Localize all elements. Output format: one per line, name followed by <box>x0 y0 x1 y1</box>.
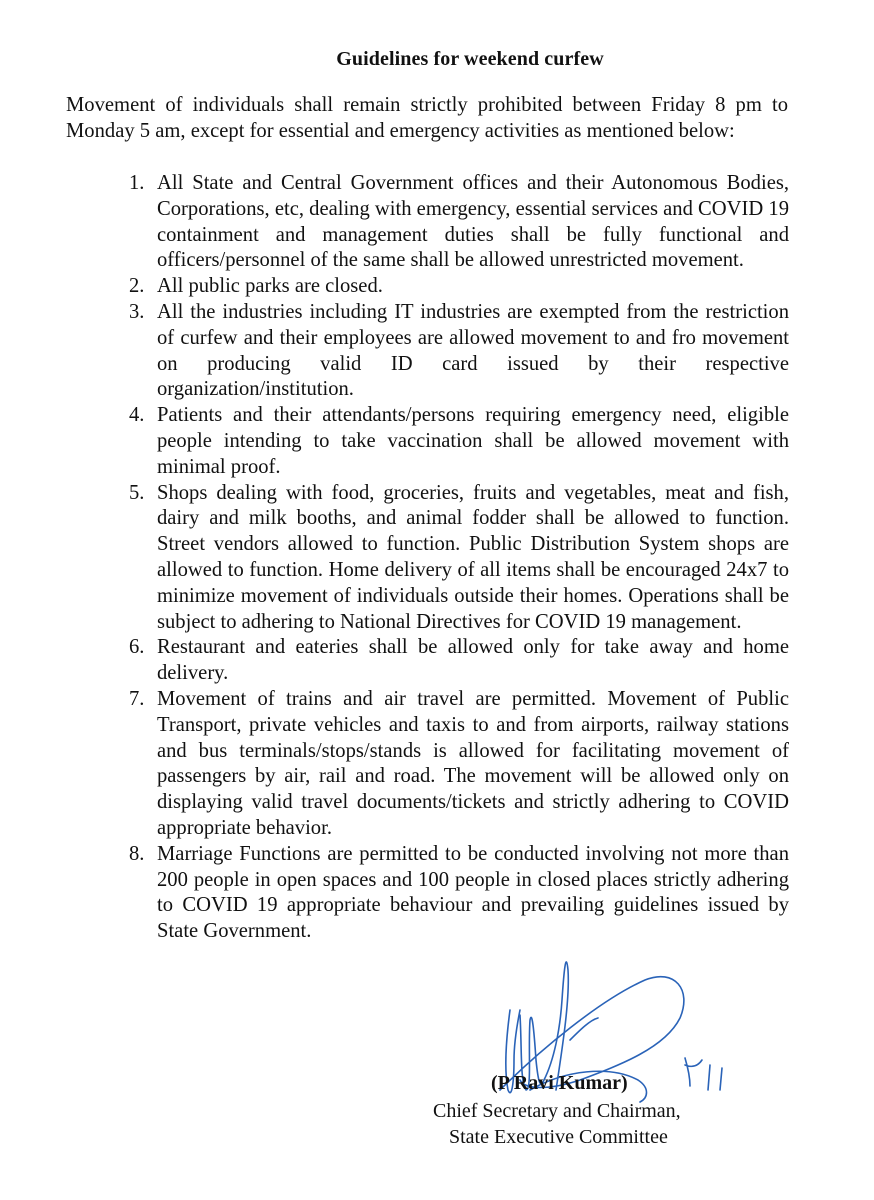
list-item-text: Patients and their attendants/persons requiring emergency need, eligible people intending to take vaccination shall be allowed movement with minimal proof. <box>157 404 789 478</box>
signatory-name: (P Ravi Kumar) <box>491 1072 628 1094</box>
list-item-text: All the industries including IT industries are exempted from the restriction of curfew and their employees are allowed movement to and fro movement on producing valid ID card issued by their respective organization/institution. <box>157 300 789 401</box>
list-item-text: Shops dealing with food, groceries, fruits and vegetables, meat and fish, dairy and milk booths, and animal fodder shall be allowed to function. Street vendors allowed to function. Public Distribution System shops are allowed to function. Home delivery of all items shall be encouraged 24x7 to minimize movement of individuals outside their homes. Operations shall be subject to adhering to National Directives for COVID 19 management. <box>157 481 789 633</box>
list-item-number: 3. <box>129 300 145 323</box>
intro-paragraph: Movement of individuals shall remain strictly prohibited between Friday 8 pm to Monday 5 am, except for essential and emergency activities as mentioned below: <box>66 94 788 142</box>
list-item-number: 2. <box>129 275 145 298</box>
list-item-number: 6. <box>129 636 145 659</box>
signature-stroke <box>570 1018 598 1040</box>
list-item-text: Marriage Functions are permitted to be conducted involving not more than 200 people in open spaces and 100 people in closed places strictly adhering to COVID 19 appropriate behaviour and prevailing guidelines issued by State Government. <box>157 842 789 943</box>
list-item <box>129 635 789 687</box>
list-item-text: All public parks are closed. <box>157 275 383 298</box>
document-title: Guidelines for weekend curfew <box>336 48 604 70</box>
signature-stroke <box>685 1058 722 1090</box>
list-item <box>129 274 789 300</box>
list-item <box>129 300 789 403</box>
signatory-designation: Chief Secretary and Chairman, <box>433 1100 681 1122</box>
list-item <box>129 687 789 842</box>
signatory-committee: State Executive Committee <box>449 1126 668 1148</box>
list-item <box>129 842 789 945</box>
list-item <box>129 403 789 480</box>
list-item-number: 5. <box>129 481 145 504</box>
list-item-number: 7. <box>129 687 145 710</box>
list-item-text: Restaurant and eateries shall be allowed only for take away and home delivery. <box>157 636 789 685</box>
guidelines-list <box>129 171 789 945</box>
list-item-number: 4. <box>129 404 145 427</box>
list-item <box>129 171 789 274</box>
list-item-number: 1. <box>129 172 145 194</box>
list-item-number: 8. <box>129 842 145 865</box>
list-item-text: Movement of trains and air travel are permitted. Movement of Public Transport, private vehicles and taxis to and from airports, railway stations and bus terminals/stops/stands is allowed for facilitating movement of passengers by air, rail and road. The movement will be allowed only on displaying valid travel documents/tickets and strictly adhering to COVID appropriate behavior. <box>157 687 789 839</box>
list-item <box>129 481 789 636</box>
list-item-text: All State and Central Government offices and their Autonomous Bodies, Corporations, etc, dealing with emergency, essential services and COVID 19 containment and management duties shall be fully functional and officers/personnel of the same shall be allowed unrestricted movement. <box>157 172 789 272</box>
